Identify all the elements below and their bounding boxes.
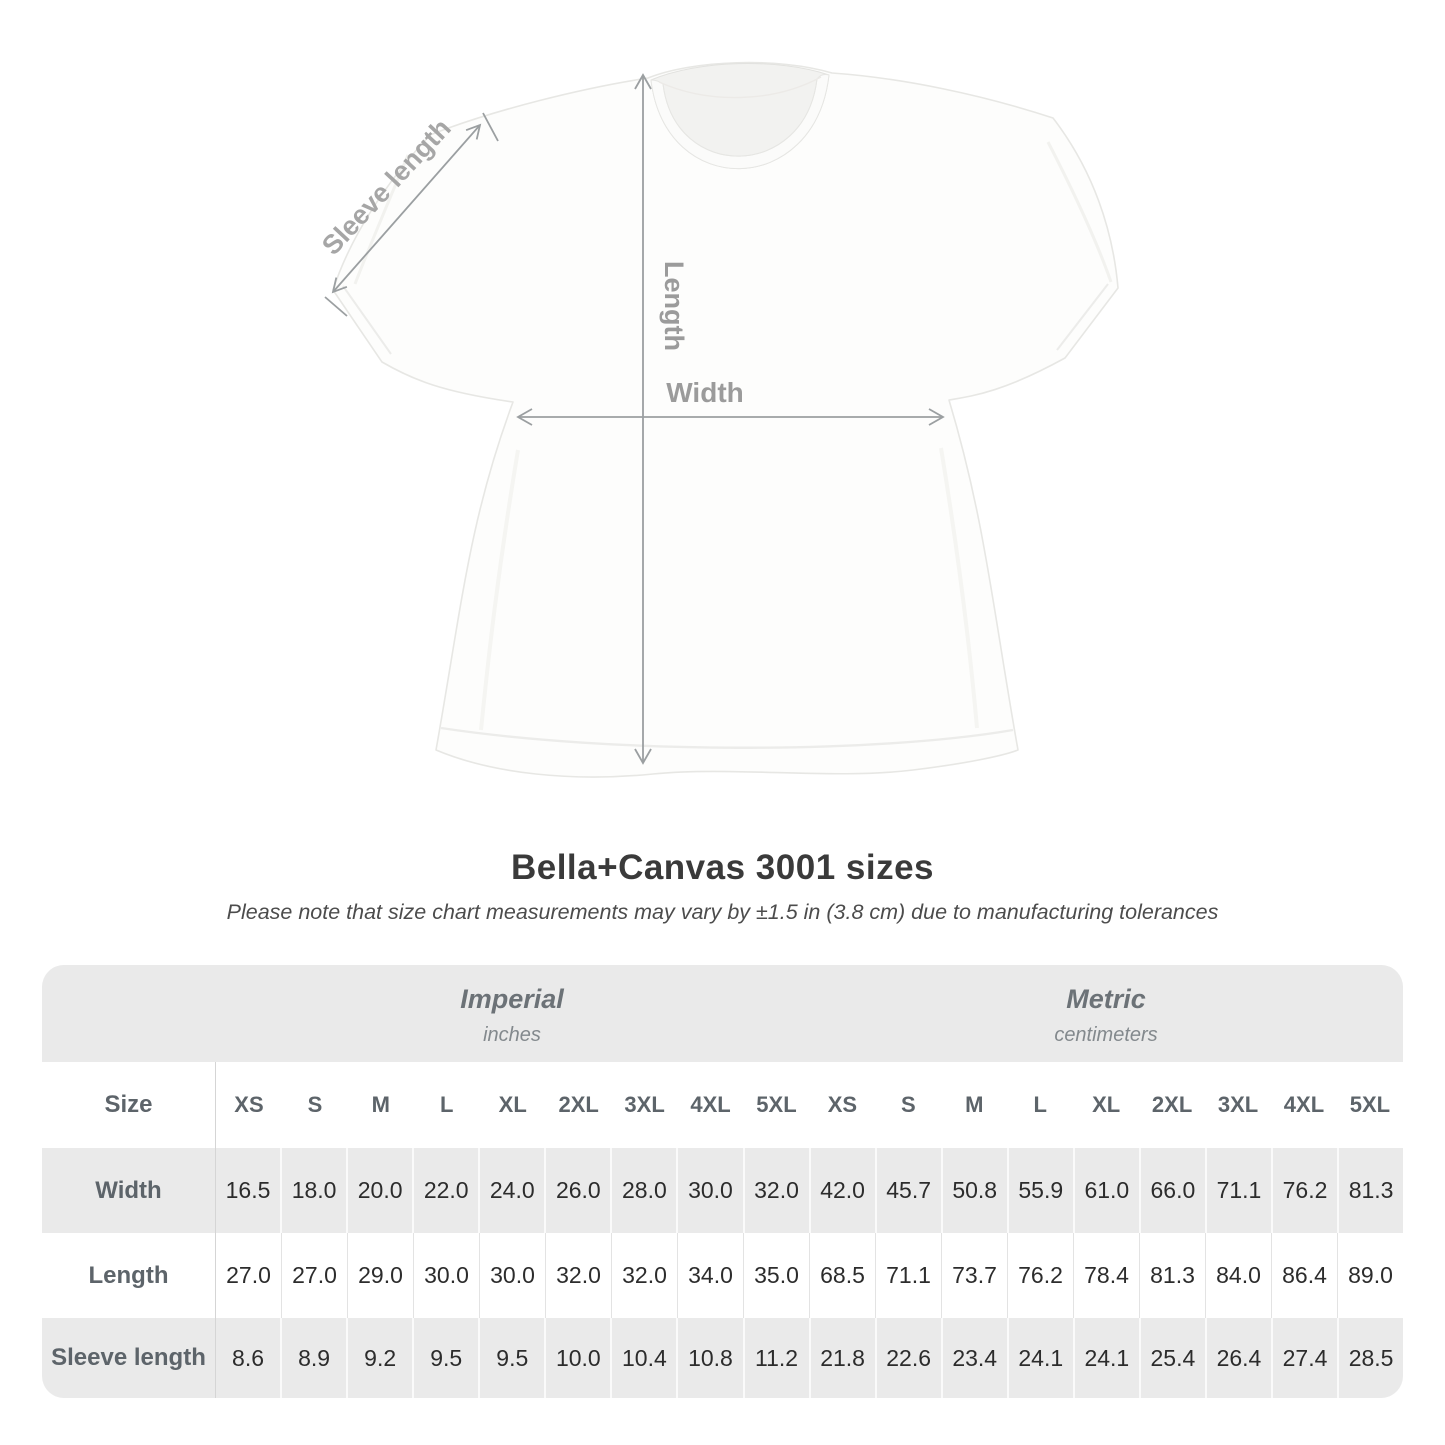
- value-cell: 9.5: [478, 1318, 544, 1398]
- value-cell: 16.5: [215, 1148, 280, 1233]
- value-cell: 28.0: [610, 1148, 676, 1233]
- value-cell: 22.0: [412, 1148, 478, 1233]
- value-cell: 24.1: [1073, 1318, 1139, 1398]
- group-header-spacer: [42, 965, 215, 1062]
- measurement-row-label: Length: [88, 1261, 169, 1289]
- size-cell: 3XL: [624, 1092, 665, 1117]
- value-cell: 27.0: [215, 1233, 281, 1318]
- value-cell: 71.1: [875, 1233, 941, 1318]
- size-cell: XL: [498, 1092, 527, 1117]
- value-cell: 11.2: [743, 1318, 809, 1398]
- value-cell: 55.9: [1007, 1148, 1073, 1233]
- value-cell: 32.0: [743, 1148, 809, 1233]
- value-cell: 50.8: [941, 1148, 1007, 1233]
- metric-group-title: Metric: [1066, 984, 1146, 1014]
- size-cell: XS: [215, 1062, 282, 1148]
- value-cell: 10.4: [610, 1318, 676, 1398]
- measurement-row-sleeve-length: [42, 1318, 1403, 1398]
- size-header-row: [42, 1062, 1403, 1148]
- value-cell: 71.1: [1205, 1148, 1271, 1233]
- value-cell: 30.0: [676, 1148, 742, 1233]
- value-cell: 26.4: [1205, 1318, 1271, 1398]
- value-cell: 32.0: [545, 1233, 611, 1318]
- size-cell: M: [965, 1092, 984, 1117]
- value-cell: 61.0: [1073, 1148, 1139, 1233]
- size-row-label: Size: [104, 1091, 153, 1118]
- length-label: Length: [659, 261, 689, 351]
- value-cell: 68.5: [809, 1233, 875, 1318]
- value-cell: 18.0: [280, 1148, 346, 1233]
- value-cell: 76.2: [1271, 1148, 1337, 1233]
- size-table: [42, 965, 1403, 1398]
- size-cell: M: [371, 1092, 390, 1117]
- metric-group-unit: centimeters: [1054, 1024, 1158, 1046]
- value-cell: 35.0: [743, 1233, 809, 1318]
- value-cell: 27.0: [281, 1233, 347, 1318]
- value-cell: 20.0: [346, 1148, 412, 1233]
- value-cell: 28.5: [1337, 1318, 1403, 1398]
- value-cell: 22.6: [875, 1318, 941, 1398]
- value-cell: 9.2: [346, 1318, 412, 1398]
- measurement-row-label: Sleeve length: [51, 1344, 206, 1371]
- tolerance-note: Please note that size chart measurements may vary by ±1.5 in (3.8 cm) due to manufacturing tolerances: [226, 900, 1219, 924]
- size-cell: 3XL: [1217, 1092, 1259, 1117]
- sleeve-length-label: Sleeve length: [316, 112, 457, 261]
- measurement-rows: [42, 1148, 1403, 1398]
- tshirt-diagram: [313, 50, 1133, 800]
- value-cell: 8.9: [280, 1318, 346, 1398]
- size-cell: 5XL: [756, 1092, 797, 1117]
- value-cell: 30.0: [479, 1233, 545, 1318]
- size-cell: S: [307, 1092, 323, 1117]
- value-cell: 66.0: [1139, 1148, 1205, 1233]
- value-cell: 30.0: [413, 1233, 479, 1318]
- value-cell: 42.0: [809, 1148, 875, 1233]
- value-cell: 24.1: [1007, 1318, 1073, 1398]
- value-cell: 81.3: [1337, 1148, 1403, 1233]
- value-cell: 23.4: [941, 1318, 1007, 1398]
- measurement-row-label: Width: [95, 1176, 162, 1204]
- tshirt-illustration: [333, 63, 1118, 777]
- size-cell: XL: [1092, 1092, 1121, 1117]
- value-cell: 8.6: [215, 1318, 280, 1398]
- size-cell: L: [440, 1092, 454, 1117]
- value-cell: 24.0: [478, 1148, 544, 1233]
- measurement-row-length: [42, 1233, 1403, 1318]
- value-cell: 86.4: [1271, 1233, 1337, 1318]
- value-cell: 21.8: [809, 1318, 875, 1398]
- heading-block: [0, 848, 1445, 925]
- width-label: Width: [666, 377, 744, 408]
- size-cell: S: [901, 1092, 916, 1117]
- value-cell: 29.0: [347, 1233, 413, 1318]
- page-title: Bella+Canvas 3001 sizes: [510, 848, 935, 887]
- value-cell: 78.4: [1073, 1233, 1139, 1318]
- value-cell: 45.7: [875, 1148, 941, 1233]
- value-cell: 10.8: [676, 1318, 742, 1398]
- measurement-row-width: [42, 1148, 1403, 1233]
- value-cell: 81.3: [1139, 1233, 1205, 1318]
- unit-group-header-row: [42, 965, 1403, 1062]
- imperial-group-unit: inches: [483, 1024, 541, 1046]
- size-cell: L: [1033, 1092, 1047, 1117]
- value-cell: 9.5: [412, 1318, 478, 1398]
- value-cell: 76.2: [1007, 1233, 1073, 1318]
- size-cell: 4XL: [690, 1092, 731, 1117]
- value-cell: 34.0: [677, 1233, 743, 1318]
- size-cell: 5XL: [1349, 1092, 1391, 1117]
- value-cell: 26.0: [544, 1148, 610, 1233]
- value-cell: 32.0: [611, 1233, 677, 1318]
- imperial-group-title: Imperial: [460, 984, 564, 1014]
- value-cell: 73.7: [941, 1233, 1007, 1318]
- size-cell: 2XL: [558, 1092, 599, 1117]
- value-cell: 27.4: [1271, 1318, 1337, 1398]
- value-cell: 10.0: [544, 1318, 610, 1398]
- value-cell: 25.4: [1139, 1318, 1205, 1398]
- imperial-group-header: [215, 965, 809, 1062]
- size-cell: XS: [827, 1092, 858, 1117]
- metric-group-header: [809, 965, 1403, 1062]
- size-cell: 4XL: [1283, 1092, 1325, 1117]
- value-cell: 84.0: [1205, 1233, 1271, 1318]
- value-cell: 89.0: [1337, 1233, 1403, 1318]
- size-cell: 2XL: [1151, 1092, 1193, 1117]
